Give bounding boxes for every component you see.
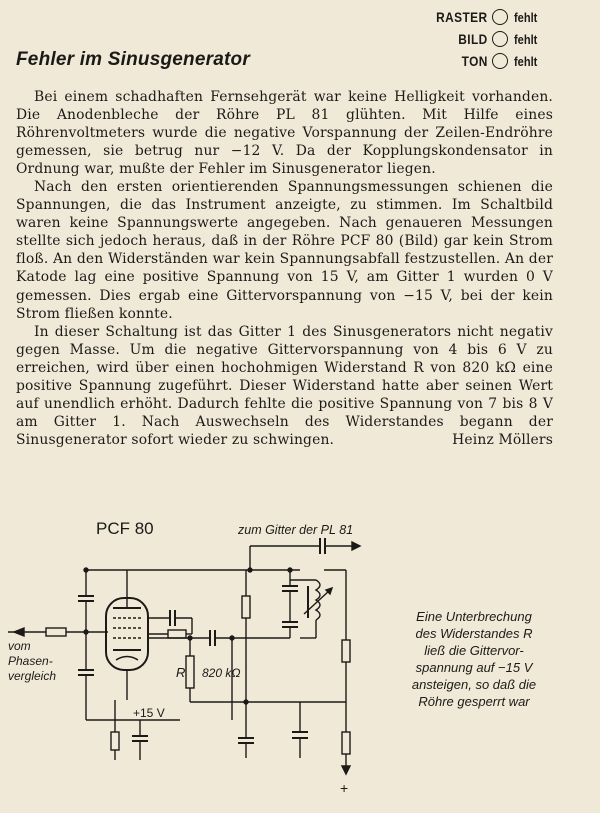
indicator-status: fehlt <box>514 9 538 25</box>
schematic-plus-label: + <box>340 780 349 796</box>
schematic-input-label-3: vergleich <box>8 669 57 683</box>
article-paragraph-3: In dieser Schaltung ist das Gitter 1 des Sinusgenerators nicht negativ gegen Masse. Um die negative Gittervorspannung von 4 bis 6 V zu erreichen, wird über einen hochohmigen Widerstand R von 820 kΩ eine positive Spannung zugeführt. Dieser Widerstand hatte aber seinen Wert auf unendlich erhöht. Dadurch fehlte die positive Spannung von 7 bis 8 V am Gitter 1. Nach Auswechseln des Widerstandes begann der Sinusgenerator sofort wieder zu schwingen. <box>16 323 553 448</box>
figure-caption <box>390 608 558 710</box>
resistor-r-820k <box>186 656 194 688</box>
indicator-name: TON <box>461 53 488 69</box>
indicator-status: fehlt <box>514 53 538 69</box>
middle-column <box>190 570 346 758</box>
tank-circuit <box>282 570 350 702</box>
output-line <box>248 538 360 572</box>
supply-filter <box>292 702 350 774</box>
indicator-row-ton <box>427 50 552 72</box>
indicator-name: BILD <box>458 31 488 47</box>
indicator-row-raster <box>427 6 552 28</box>
caption-line: Eine Unterbrechung <box>416 609 532 624</box>
caption-line: ließ die Gittervor- <box>424 643 524 658</box>
schematic-tube-label: PCF 80 <box>96 519 154 538</box>
grid-rc-network <box>148 610 192 638</box>
caption-line: ansteigen, so daß die <box>411 677 537 692</box>
article-headline: Fehler im Sinusgenerator <box>16 49 250 70</box>
article-body <box>16 88 553 449</box>
indicator-row-bild <box>427 28 552 50</box>
left-capacitors <box>78 570 94 720</box>
article-author: Heinz Möllers <box>452 431 553 448</box>
indicator-circle-icon <box>492 9 508 25</box>
caption-line: des Widerstandes R <box>415 626 533 641</box>
caption-line: spannung auf −15 V <box>415 660 533 675</box>
indicator-circle-icon <box>492 53 508 69</box>
indicator-circle-icon <box>492 31 508 47</box>
signal-indicator-panel <box>427 6 552 72</box>
caption-line: Röhre gesperrt war <box>418 694 530 709</box>
indicator-name: RASTER <box>436 9 488 25</box>
article-paragraph-1: Bei einem schadhaften Fernsehgerät war keine Helligkeit vorhanden. Die Anodenbleche der Röhre PL 81 glühten. Mit Hilfe eines Röhrenvoltmeters wurde die negative Vorspannung der Zeilen-Endröhre gemessen, sie betrug nur −12 V. Da der Kopplungskondensator in Ordnung war, mußte der Fehler im Sinusgenerator liegen. <box>16 89 553 178</box>
schematic-input-label-1: vom <box>8 639 31 653</box>
indicator-status: fehlt <box>514 31 538 47</box>
tube-pcf80 <box>106 570 148 700</box>
article-paragraph-2: Nach den ersten orientierenden Spannungsmessungen schienen die Spannungen, die das Instrument anzeigte, zu stimmen. Im Schaltbild waren keine Spannungswerte angegeben. Nach genaueren Messungen stellte sich jedoch heraus, daß in der Röhre PCF 80 (Bild) gar kein Strom floß. An den Widerständen war kein Spannungsabfall festzustellen. An der Katode lag eine positive Spannung von 15 V, am Gitter 1 wurden 0 V gemessen. Dies ergab eine Gittervorspannung von −15 V, bei der kein Strom fließen konnte. <box>16 179 553 322</box>
schematic-output-label: zum Gitter der PL 81 <box>238 523 354 537</box>
schematic-resistor-value: 820 kΩ <box>202 666 241 680</box>
schematic-input-label-2: Phasen- <box>8 654 53 668</box>
input-line <box>8 628 108 636</box>
schematic-supply-label: +15 V <box>133 706 165 720</box>
schematic-resistor-letter: R <box>176 665 186 680</box>
